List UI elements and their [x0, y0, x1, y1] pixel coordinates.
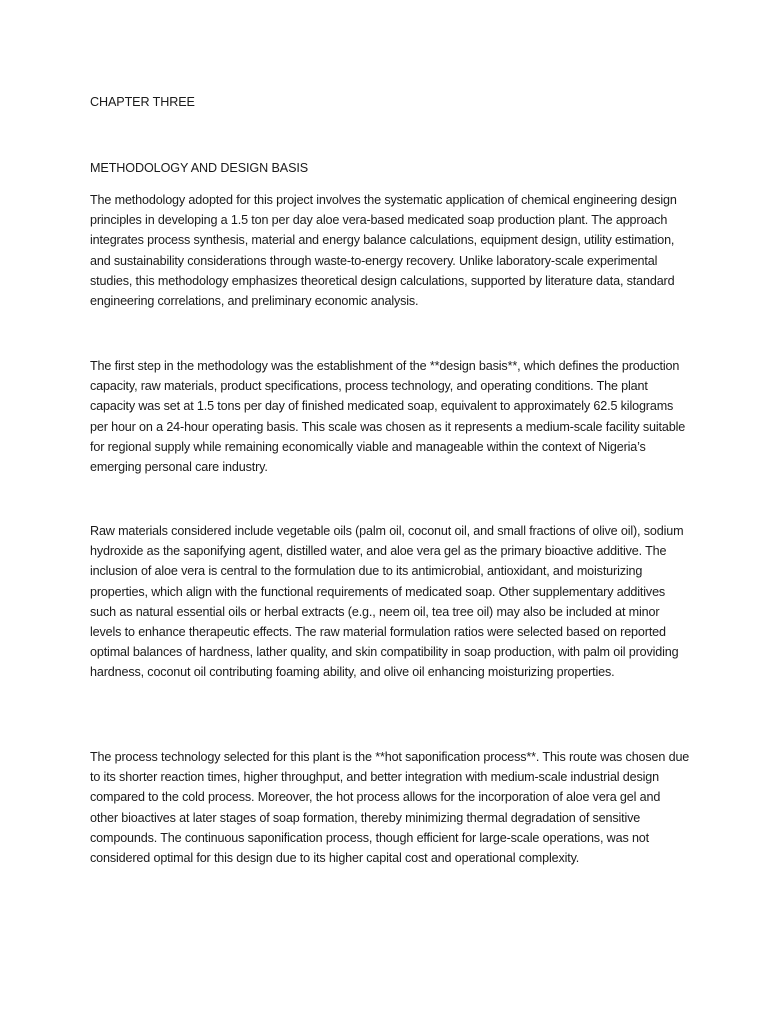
paragraph-methodology-overview: The methodology adopted for this project involves the systematic application of chemical engineering design principles in developing a 1.5 ton per day aloe vera-based medicated soap production plant. The approach integrates process synthesis, material and energy balance calculations, equipment design, utility estimation, and sustainability considerations through waste-to-energy recovery. Unlike laboratory-scale experimental studies, this methodology emphasizes theoretical design calculations, supported by literature data, standard engineering correlations, and preliminary economic analysis. [90, 193, 677, 309]
paragraph-raw-materials: Raw materials considered include vegetable oils (palm oil, coconut oil, and small fractions of olive oil), sodium hydroxide as the saponifying agent, distilled water, and aloe vera gel as the primary bioactive additive. The inclusion of aloe vera is central to the formulation due to its antimicrobial, antioxidant, and moisturizing properties, which align with the functional requirements of medicated soap. Other supplementary additives such as natural essential oils or herbal extracts (e.g., neem oil, tea tree oil) may also be included at minor levels to enhance therapeutic effects. The raw material formulation ratios were selected based on reported optimal balances of hardness, lather quality, and skin compatibility in soap production, with palm oil providing hardness, coconut oil contributing foaming ability, and olive oil enhancing moisturizing properties. [90, 524, 684, 680]
paragraph-design-basis: The first step in the methodology was the establishment of the **design basis**, which defines the production capacity, raw materials, product specifications, process technology, and operating conditions. The plant capacity was set at 1.5 tons per day of finished medicated soap, equivalent to approximately 62.5 kilograms per hour on a 24-hour operating basis. This scale was chosen as it represents a medium-scale facility suitable for regional supply while remaining economically viable and manageable within the context of Nigeria’s emerging personal care industry. [90, 359, 686, 475]
paragraph-process-technology: The process technology selected for this plant is the **hot saponification process**. This route was chosen due to its shorter reaction times, higher throughput, and better integration with medium-scale industrial design compared to the cold process. Moreover, the hot process allows for the incorporation of aloe vera gel and other bioactives at later stages of soap formation, thereby minimizing thermal degradation of sensitive compounds. The continuous saponification process, though efficient for large-scale operations, was not considered optimal for this design due to its higher capital cost and operational complexity. [90, 750, 690, 866]
chapter-title: CHAPTER THREE [90, 95, 195, 109]
section-heading: METHODOLOGY AND DESIGN BASIS [90, 161, 309, 175]
